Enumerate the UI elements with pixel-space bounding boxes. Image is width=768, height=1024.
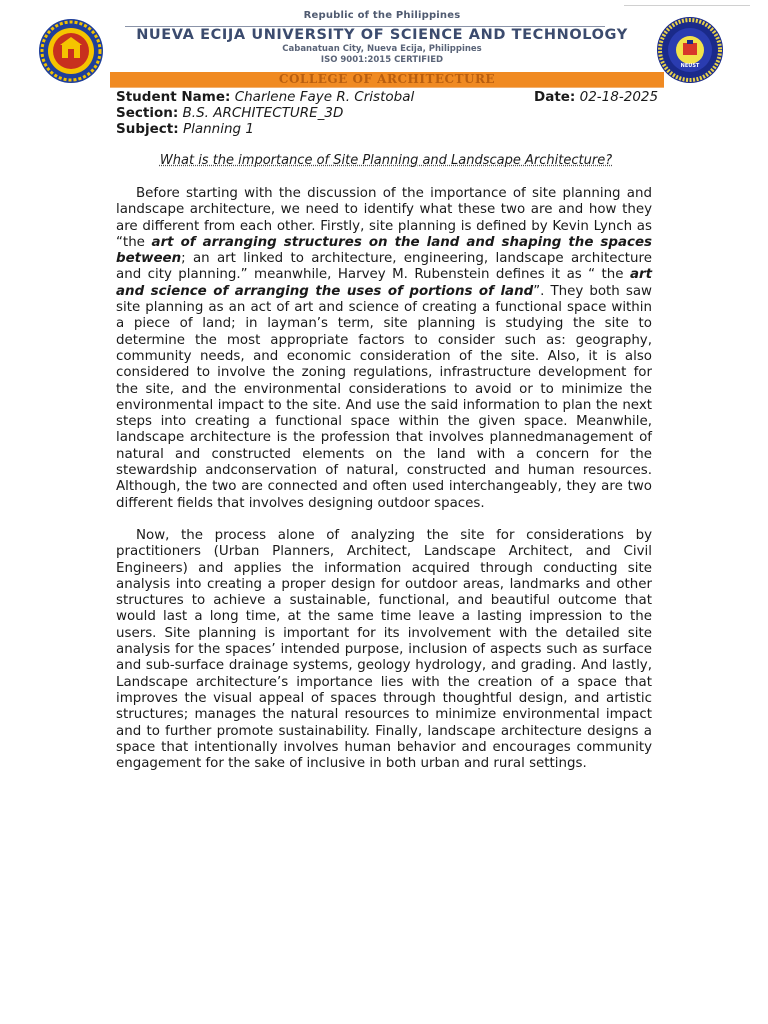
paragraph-2: Now, the process alone of analyzing the site for considerations by practitioners (Urban Planners, Architect, Landscape Architect, and Civil Engineers) and applies the information acquired through conducting site analysis into creating a proper design for outdoor areas, landmarks and other structures to achieve a sustainable, functional, and beautiful outcome that would last a long time, at the same time leave a lasting impression to the users. Site planning is important for its involvement with the detailed site analysis for the spaces’ intended purpose, inclusion of aspects such as surface and sub-surface drainage systems, geology hydrology, and grading. And lastly, Landscape architecture’s importance lies with the creation of a space that improves the visual appeal of spaces through thoughtful design, and artistic structures; manages the natural resources to minimize environmental impact and to further promote sustainability. Finally, landscape architecture designs a space that intentionally involves human behavior and encourages community engagement for the sake of inclusive in both urban and rural settings. (116, 527, 652, 772)
date-value: 02-18-2025 (579, 89, 659, 105)
section-row (116, 105, 656, 121)
student-name-value: Charlene Faye R. Cristobal (234, 89, 415, 105)
essay-body (116, 186, 652, 788)
paragraph-1-part-a: Before starting with the discussion of the importance of site planning and landscape architecture, we need to identify what these two are and how they are different from each other. Firstly, site planning is defined by Kevin Lynch as “the (116, 186, 652, 250)
university-seal-left-icon (38, 18, 104, 84)
university-address: Cabanatuan City, Nueva Ecija, Philippines (282, 44, 482, 54)
student-name-label: Student Name: (116, 89, 231, 105)
letterhead-text (112, 10, 652, 65)
essay-question: What is the importance of Site Planning and Landscape Architecture? (159, 153, 613, 168)
paragraph-1 (116, 186, 652, 512)
section-label: Section: (116, 105, 179, 121)
university-seal-right-icon (656, 16, 724, 84)
paragraph-1-part-e: ”. They both saw site planning as an act of art and science of creating a functional space within a piece of land; in layman’s term, site planning is studying the site to determine the most appropriate factors to consider such as: geography, community needs, and economic consideration of the site. Also, it is also considered to involve the zoning regulations, infrastructure development for the site, and the environmental considerations to avoid or to minimize the environmental impact to the site. And use the said information to plan the next steps into creating a functional space within the given space. Meanwhile, landscape architecture is the profession that involves plannedmanagement of natural and constructed elements on the land with a concern for the stewardship andconservation of natural, constructed and human resources. Although, the two are connected and often used interchangeably, they are two different fields that involves designing outdoor spaces. (116, 283, 652, 511)
subject-row (116, 121, 656, 137)
republic-line: Republic of the Philippines (303, 10, 461, 21)
subject-label: Subject: (116, 121, 179, 137)
letterhead-divider (125, 26, 605, 27)
date-label: Date: (534, 89, 576, 105)
paragraph-1-part-c: ; an art linked to architecture, engineering, landscape architecture and city planning.” meanwhile, Harvey M. Rubenstein defines it as “ the (116, 251, 652, 283)
university-name: NUEVA ECIJA UNIVERSITY OF SCIENCE AND TECHNOLOGY (136, 27, 628, 43)
rubenstein-definition: art and science of arranging the uses of portions of land (116, 267, 652, 299)
subject-value: Planning 1 (182, 121, 254, 137)
date-row (534, 89, 658, 105)
lynch-definition: art of arranging structures on the land and shaping the spaces between (116, 234, 653, 267)
section-value: B.S. ARCHITECTURE_3D (182, 105, 344, 121)
iso-certification: ISO 9001:2015 CERTIFIED (320, 55, 444, 65)
seal-right-lettering: NEUST (680, 63, 700, 69)
top-divider (624, 5, 750, 6)
college-banner-underline (110, 87, 664, 88)
college-banner: COLLEGE OF ARCHITECTURE (110, 72, 664, 87)
